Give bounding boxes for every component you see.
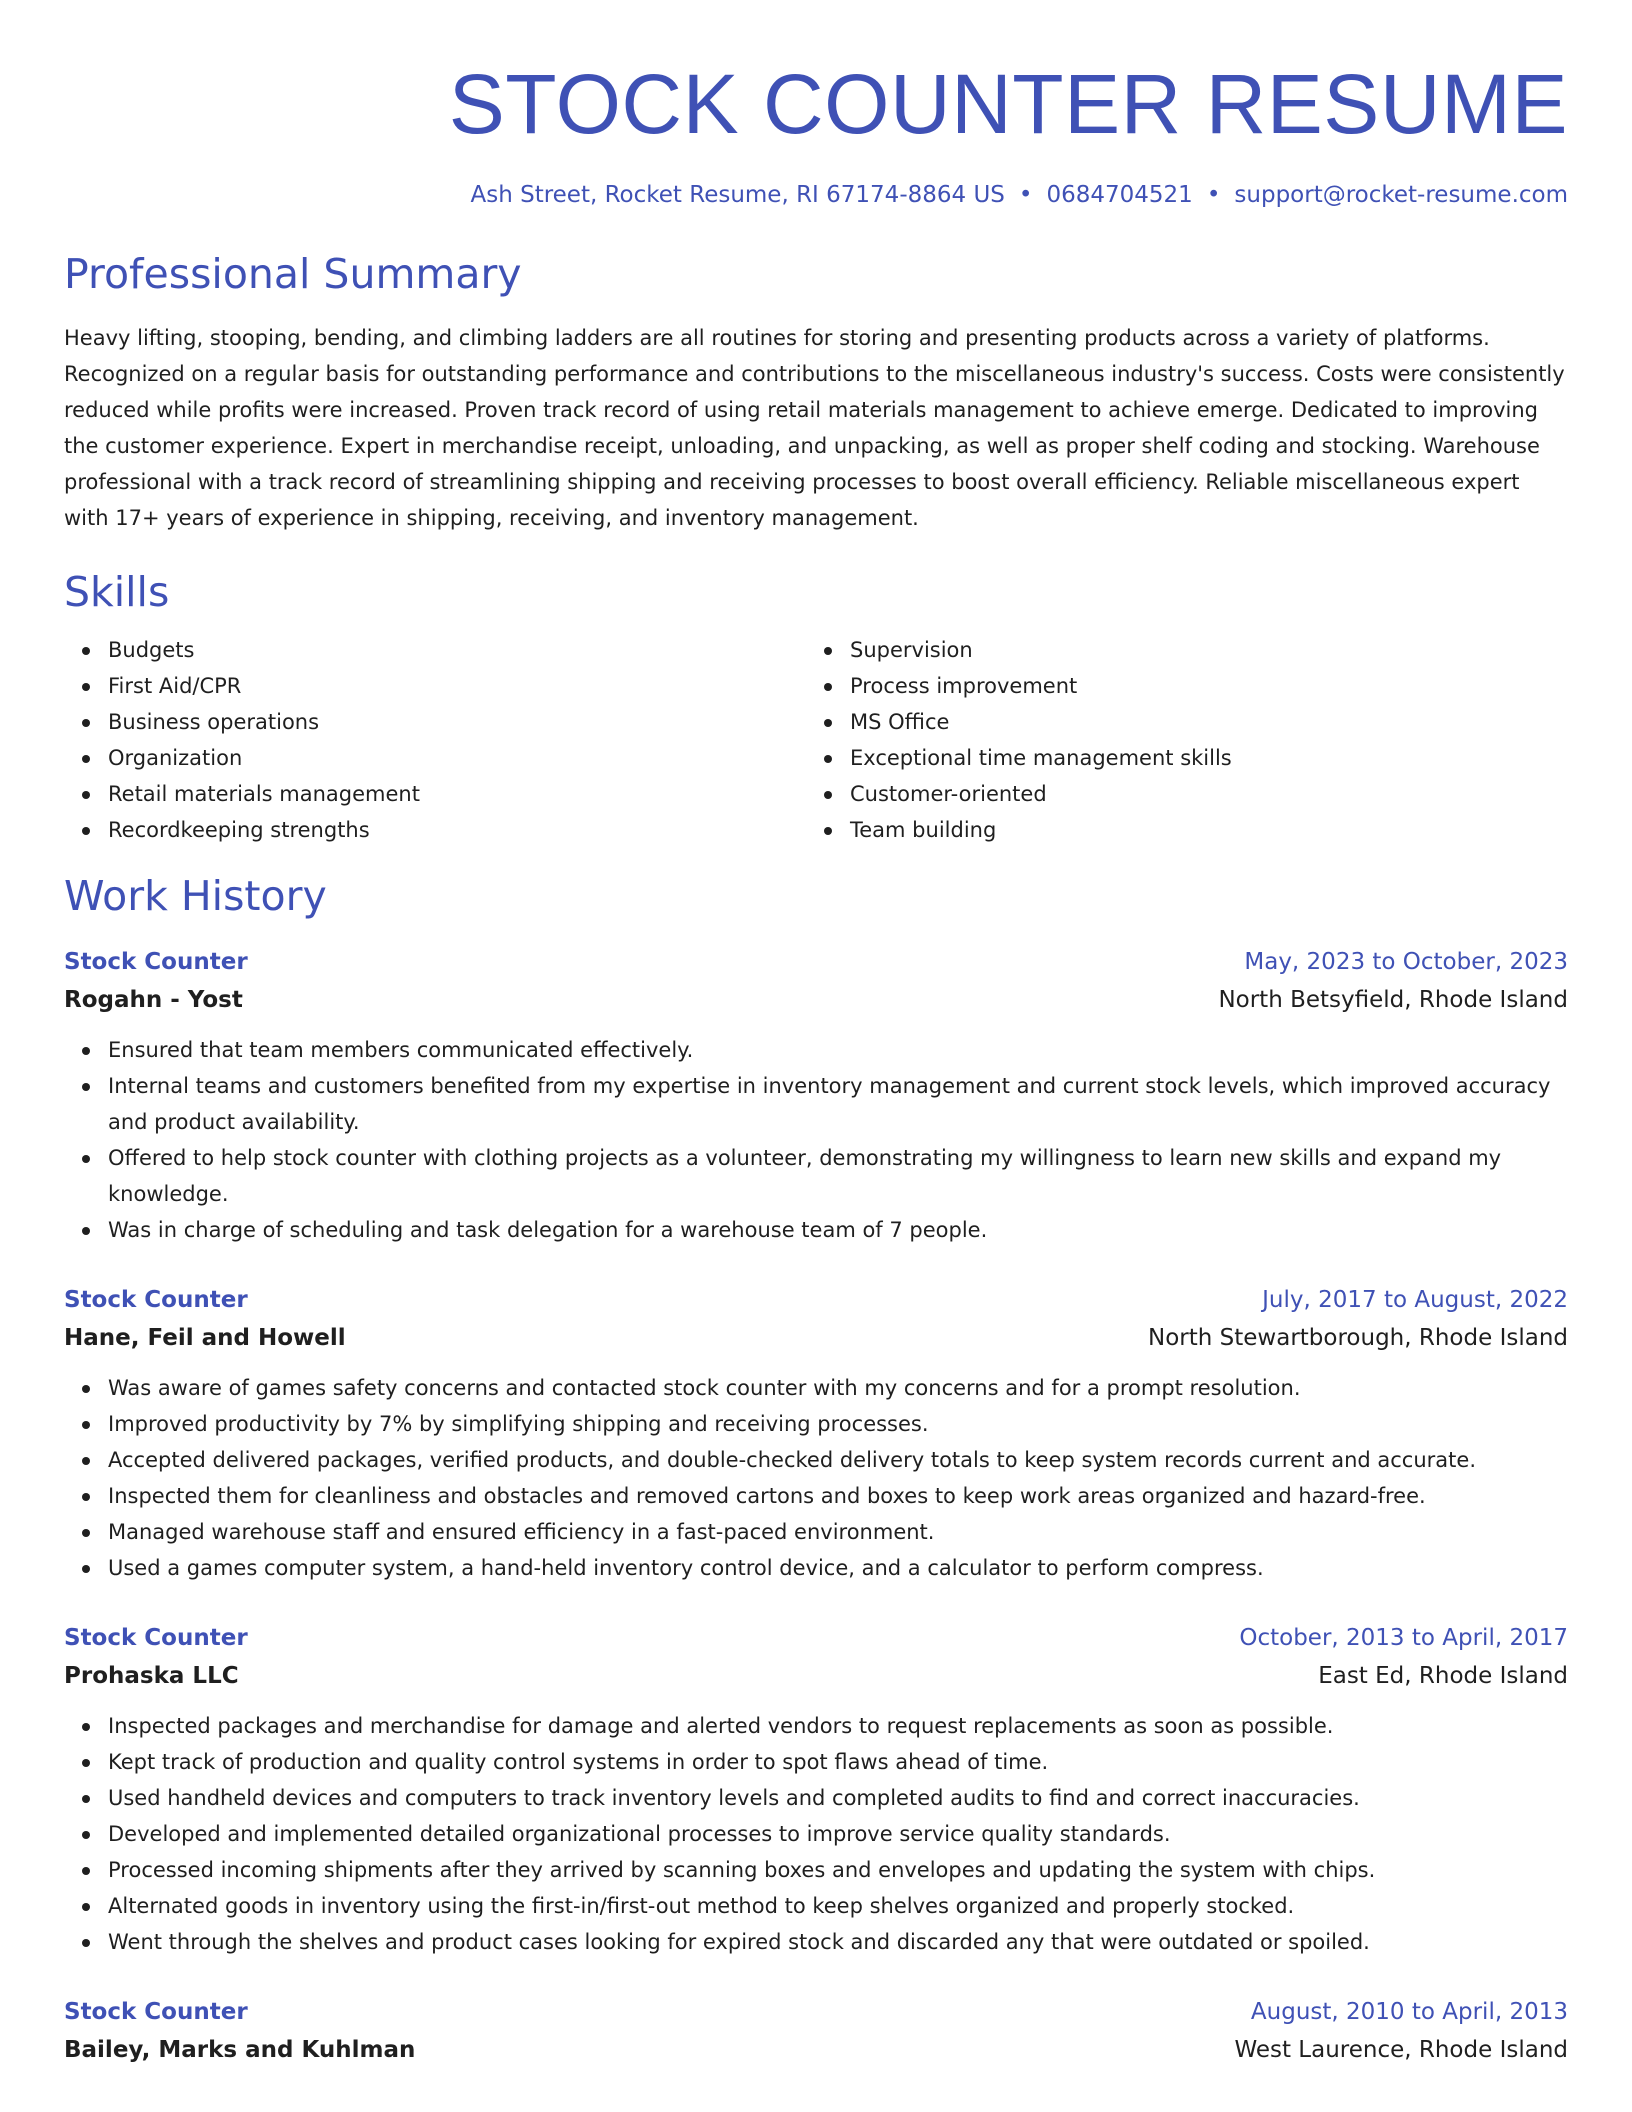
job-bullets <box>64 1708 1568 1960</box>
skill-item: Exceptional time management skills <box>806 740 1548 776</box>
work-history-heading: Work History <box>64 872 327 920</box>
resume-header <box>64 56 1568 210</box>
contact-email[interactable]: support@rocket-resume.com <box>1234 182 1568 208</box>
job-bullet: Offered to help stock counter with clothing projects as a volunteer, demonstrating my willingness to learn new skills and expand my knowledge. <box>64 1140 1568 1212</box>
job-company-row <box>64 1318 1568 1358</box>
skills-section <box>64 566 1568 848</box>
job-bullet: Internal teams and customers benefited from my expertise in inventory management and current stock levels, which improved accuracy and product availability. <box>64 1068 1568 1140</box>
job-entry <box>64 944 1568 1248</box>
contact-line <box>64 180 1568 210</box>
skills-heading: Skills <box>64 568 170 616</box>
job-title: Stock Counter <box>64 1625 248 1651</box>
skill-item: Customer-oriented <box>806 776 1548 812</box>
job-bullet: Used handheld devices and computers to track inventory levels and completed audits to find and correct inaccuracies. <box>64 1780 1568 1816</box>
job-bullet: Kept track of production and quality control systems in order to spot flaws ahead of time. <box>64 1744 1568 1780</box>
job-title-row <box>64 1620 1568 1656</box>
job-title: Stock Counter <box>64 1287 248 1313</box>
job-company: Rogahn - Yost <box>64 987 243 1013</box>
skill-item: Business operations <box>64 704 806 740</box>
summary-heading: Professional Summary <box>64 250 522 298</box>
job-bullet: Was aware of games safety concerns and contacted stock counter with my concerns and for a prompt resolution. <box>64 1370 1568 1406</box>
job-entry <box>64 1994 1568 2070</box>
job-company-row <box>64 1656 1568 1696</box>
skill-item: Organization <box>64 740 806 776</box>
job-entry <box>64 1620 1568 1960</box>
contact-separator: • <box>1206 182 1221 208</box>
skills-list-right <box>806 632 1548 848</box>
job-dates: July, 2017 to August, 2022 <box>1262 1287 1568 1313</box>
professional-summary-section <box>64 248 1568 536</box>
skills-columns <box>64 632 1568 848</box>
work-history-section <box>64 870 1568 2070</box>
job-bullet: Developed and implemented detailed organizational processes to improve service quality standards. <box>64 1816 1568 1852</box>
job-bullet: Inspected packages and merchandise for damage and alerted vendors to request replacements as soon as possible. <box>64 1708 1568 1744</box>
contact-address: Ash Street, Rocket Resume, RI 67174-8864 US <box>470 182 1005 208</box>
skills-list-left <box>64 632 806 848</box>
skill-item: Team building <box>806 812 1548 848</box>
skill-item: Recordkeeping strengths <box>64 812 806 848</box>
job-bullet: Accepted delivered packages, verified products, and double-checked delivery totals to keep system records current and accurate. <box>64 1442 1568 1478</box>
job-title-row <box>64 944 1568 980</box>
skill-item: Retail materials management <box>64 776 806 812</box>
job-bullet: Inspected them for cleanliness and obstacles and removed cartons and boxes to keep work areas organized and hazard-free. <box>64 1478 1568 1514</box>
skill-item: Process improvement <box>806 668 1548 704</box>
job-company-row <box>64 2030 1568 2070</box>
job-title-row <box>64 1994 1568 2030</box>
skill-item: Supervision <box>806 632 1548 668</box>
skill-item: Budgets <box>64 632 806 668</box>
skill-item: MS Office <box>806 704 1548 740</box>
job-location: West Laurence, Rhode Island <box>1234 2037 1568 2063</box>
job-bullet: Used a games computer system, a hand-held inventory control device, and a calculator to perform compress. <box>64 1550 1568 1586</box>
job-bullet: Ensured that team members communicated effectively. <box>64 1032 1568 1068</box>
job-bullet: Improved productivity by 7% by simplifying shipping and receiving processes. <box>64 1406 1568 1442</box>
job-location: East Ed, Rhode Island <box>1318 1663 1568 1689</box>
contact-phone[interactable]: 0684704521 <box>1046 182 1193 208</box>
job-location: North Stewartborough, Rhode Island <box>1148 1325 1568 1351</box>
job-title: Stock Counter <box>64 949 248 975</box>
job-bullet: Was in charge of scheduling and task delegation for a warehouse team of 7 people. <box>64 1212 1568 1248</box>
job-title-row <box>64 1282 1568 1318</box>
skill-item: First Aid/CPR <box>64 668 806 704</box>
job-bullet: Managed warehouse staff and ensured efficiency in a fast-paced environment. <box>64 1514 1568 1550</box>
job-title: Stock Counter <box>64 1999 248 2025</box>
resume-title: STOCK COUNTER RESUME <box>448 57 1568 151</box>
job-company-row <box>64 980 1568 1020</box>
job-bullet: Went through the shelves and product cases looking for expired stock and discarded any that were outdated or spoiled. <box>64 1924 1568 1960</box>
job-dates: May, 2023 to October, 2023 <box>1244 949 1568 975</box>
job-bullets <box>64 1032 1568 1248</box>
contact-separator: • <box>1018 182 1033 208</box>
job-company: Hane, Feil and Howell <box>64 1325 346 1351</box>
job-bullets <box>64 1370 1568 1586</box>
job-dates: August, 2010 to April, 2013 <box>1250 1999 1568 2025</box>
summary-text: Heavy lifting, stooping, bending, and climbing ladders are all routines for storing and presenting products across a variety of platforms. Recognized on a regular basis for outstanding performance and contributions to the miscellaneous industry's success. Costs were consistently reduced while profits were increased. Proven track record of using retail materials management to achieve emerge. Dedicated to improving the customer experience. Expert in merchandise receipt, unloading, and unpacking, as well as proper shelf coding and stocking. Warehouse professional with a track record of streamlining shipping and receiving processes to boost overall efficiency. Reliable miscellaneous expert with 17+ years of experience in shipping, receiving, and inventory management. <box>64 326 1565 530</box>
job-company: Bailey, Marks and Kuhlman <box>64 2037 416 2063</box>
job-location: North Betsyfield, Rhode Island <box>1218 987 1568 1013</box>
job-bullet: Processed incoming shipments after they arrived by scanning boxes and envelopes and updating the system with chips. <box>64 1852 1568 1888</box>
job-entry <box>64 1282 1568 1586</box>
job-company: Prohaska LLC <box>64 1663 239 1689</box>
job-dates: October, 2013 to April, 2017 <box>1239 1625 1568 1651</box>
job-bullet: Alternated goods in inventory using the first-in/first-out method to keep shelves organized and properly stocked. <box>64 1888 1568 1924</box>
